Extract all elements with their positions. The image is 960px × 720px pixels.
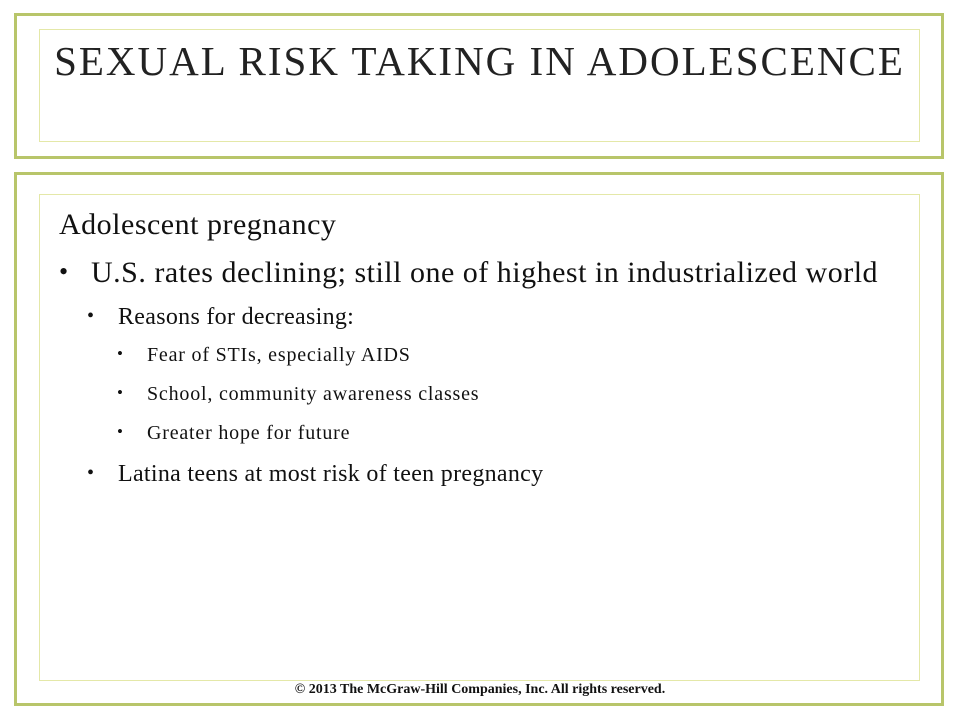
bullet-dot-icon: • [117, 422, 124, 441]
sub-sub-bullet-text: School, community awareness classes [147, 383, 480, 405]
sub-sub-bullet-text: Fear of STIs, especially AIDS [147, 344, 411, 366]
sub-bullet-text: Reasons for decreasing: [118, 304, 355, 330]
sub-bullet-item [59, 301, 909, 333]
sub-bullet-text: Latina teens at most risk of teen pregnancy [118, 461, 544, 487]
bullet-item [59, 253, 909, 293]
slide-title: SEXUAL RISK TAKING IN ADOLESCENCE [54, 38, 905, 84]
sub-sub-bullet-text: Greater hope for future [147, 422, 351, 444]
bullet-dot-icon: • [87, 462, 95, 484]
bullet-dot-icon: • [59, 257, 69, 286]
bullet-dot-icon: • [117, 383, 124, 402]
copyright-footer: © 2013 The McGraw-Hill Companies, Inc. All rights reserved. [294, 682, 666, 697]
sub-sub-bullet-item [59, 419, 909, 447]
bullet-dot-icon: • [87, 305, 95, 327]
content-heading: Adolescent pregnancy [59, 208, 337, 241]
slide-content [59, 205, 909, 498]
bullet-dot-icon: • [117, 344, 124, 363]
sub-bullet-item [59, 458, 909, 490]
sub-sub-bullet-item [59, 380, 909, 408]
sub-sub-bullet-item [59, 341, 909, 369]
bullet-text: U.S. rates declining; still one of highest in industrialized world [91, 256, 879, 289]
